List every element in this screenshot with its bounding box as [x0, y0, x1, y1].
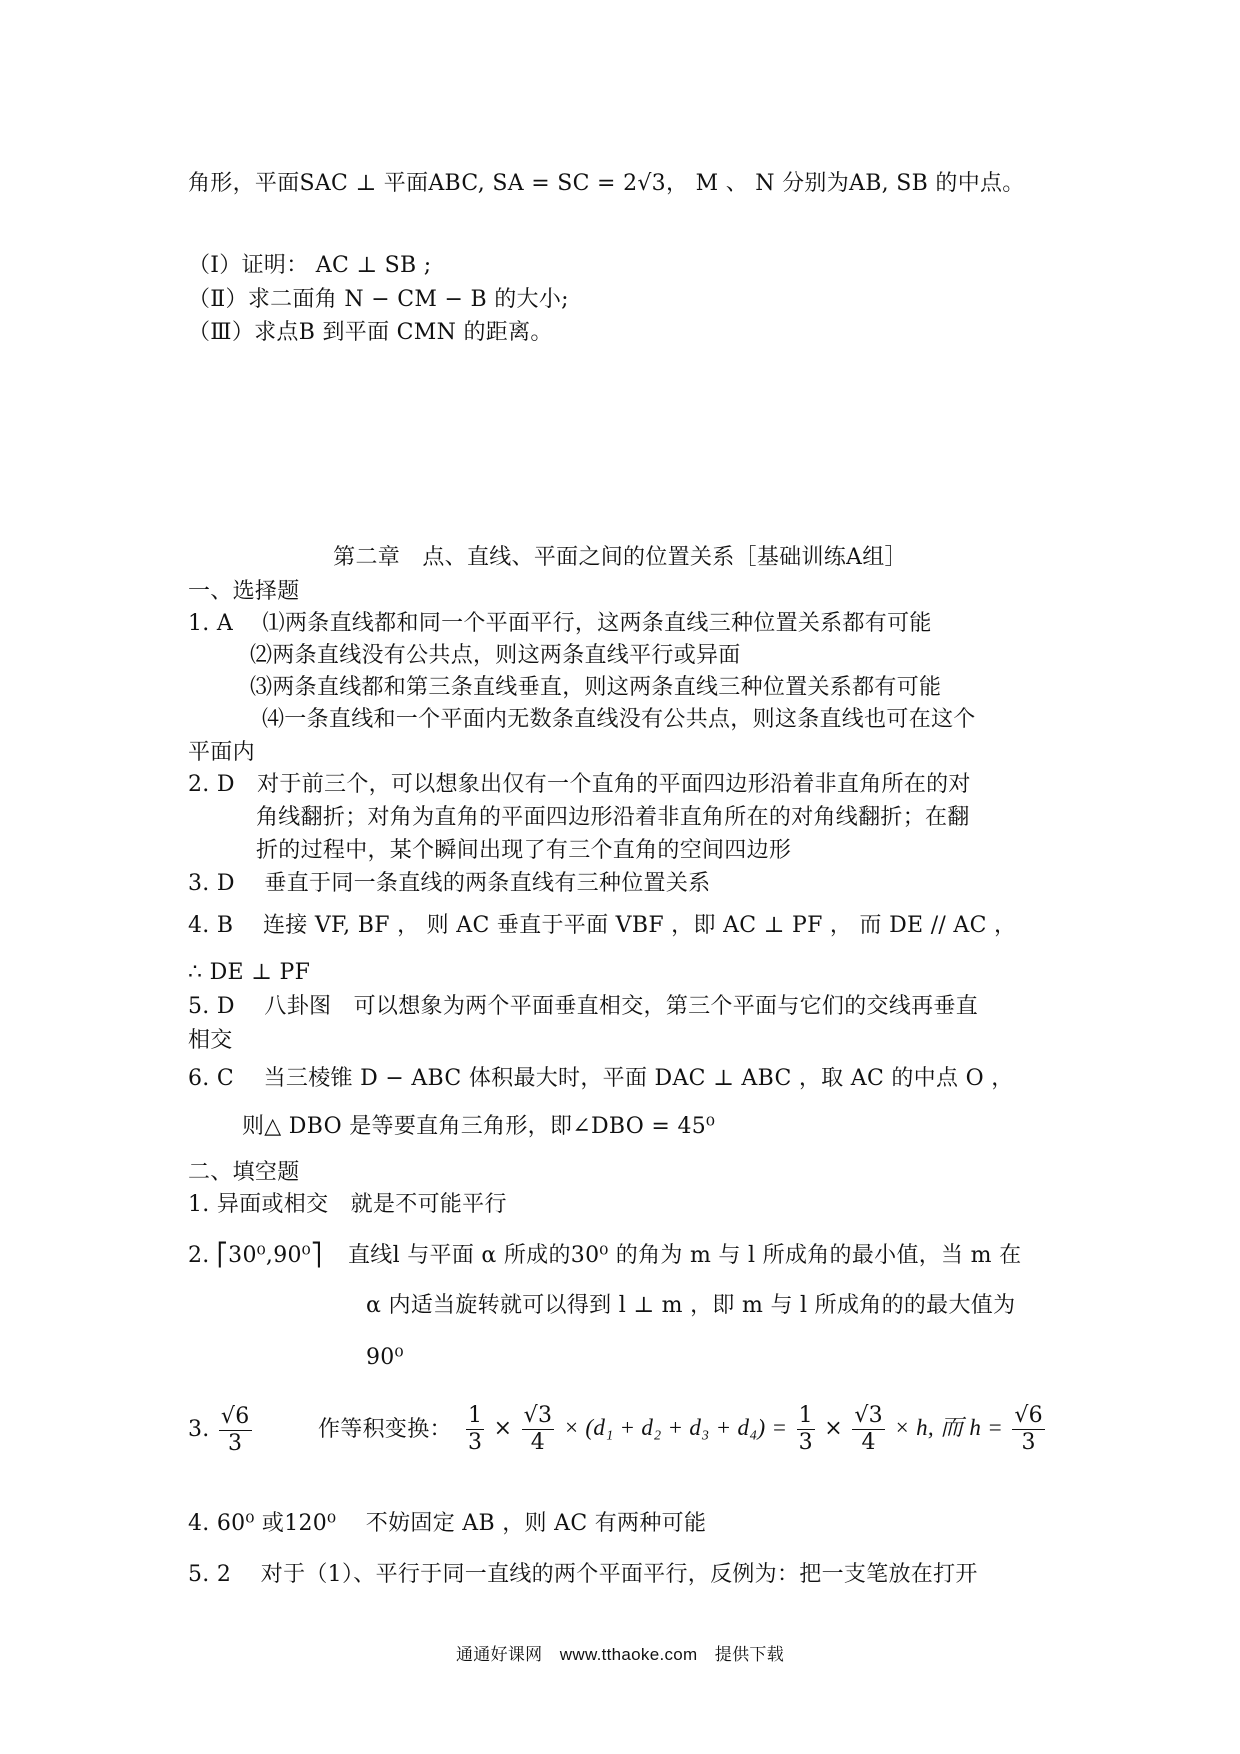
- fraction: $\frac{√6}{3}$: [1014, 1402, 1043, 1455]
- answer-line: 折的过程中，某个瞬间出现了有三个直角的空间四边形: [256, 838, 792, 863]
- section-heading-choice: 一、选择题: [188, 579, 300, 604]
- answer-line: 6. C 当三棱锥 D − ABC 体积最大时，平面 DAC ⊥ ABC ，取 AC 的中点 O ，: [188, 1066, 1014, 1091]
- fraction: $\frac{1}{3}$: [798, 1402, 813, 1455]
- answer-line: ∴ DE ⊥ PF: [188, 960, 311, 985]
- problem-question-1: （Ⅰ）证明： AC ⊥ SB ;: [188, 253, 432, 278]
- answer-line: 2. D 对于前三个，可以想象出仅有一个直角的平面四边形沿着非直角所在的对: [188, 772, 971, 797]
- answer-line: ⑷一条直线和一个平面内无数条直线没有公共点，则这条直线也可在这个: [262, 707, 976, 732]
- fill-answer-3: [188, 1400, 254, 1464]
- answer-line: 则△ DBO 是等要直角三角形，即∠DBO = 45⁰: [242, 1114, 716, 1139]
- fraction: $\frac{√3}{4}$: [523, 1402, 553, 1455]
- answer-line: 1. A ⑴两条直线都和同一个平面平行，这两条直线三种位置关系都有可能: [188, 611, 932, 636]
- fraction: $\frac{√6}{3}$: [220, 1403, 250, 1456]
- answer-line: 4. B 连接 VF, BF ， 则 AC 垂直于平面 VBF ，即 AC ⊥ PF ， 而 DE // AC ，: [188, 913, 1017, 938]
- fraction: $\frac{√3}{4}$: [854, 1402, 883, 1455]
- fill-answer-2-line: 直线l 与平面 α 所成的30⁰ 的角为 m 与 l 所成角的最小值，当 m 在: [348, 1243, 1022, 1268]
- answer-line: 3. D 垂直于同一条直线的两条直线有三种位置关系: [188, 871, 711, 896]
- fill-answer-4: 4. 60⁰ 或120⁰ 不妨固定 AB ，则 AC 有两种可能: [188, 1511, 707, 1536]
- problem-question-3: （Ⅲ）求点B 到平面 CMN 的距离。: [188, 320, 553, 345]
- answer-line: 角线翻折；对角为直角的平面四边形沿着非直角所在的对角线翻折；在翻: [256, 805, 970, 830]
- equal-volume-formula: $\frac{1}{3}$ × $\frac{√3}{4}$ × (d₁ + d₂ + d₃ + d₄) = $\frac{1}{3}$ × $\frac{√3}{4}$ × h, 而 h = $\frac{√6}{3}$: [468, 1402, 1043, 1455]
- section-heading-fill: 二、填空题: [188, 1160, 300, 1185]
- problem-question-2: （Ⅱ）求二面角 N − CM − B 的大小;: [188, 287, 569, 312]
- fill-answer-3-label: 3.: [188, 1417, 210, 1442]
- fill-answer-5: 5. 2 对于（1）、平行于同一直线的两个平面平行，反例为：把一支笔放在打开: [188, 1562, 978, 1587]
- fill-answer-1: 1. 异面或相交 就是不可能平行: [188, 1192, 507, 1217]
- chapter-title: 第二章 点、直线、平面之间的位置关系［基础训练A组］: [333, 545, 907, 570]
- page-footer: 通通好课网 www.tthaoke.com 提供下载: [455, 1645, 785, 1664]
- answer-line: 平面内: [188, 740, 255, 765]
- answer-line: 5. D 八卦图 可以想象为两个平面垂直相交，第三个平面与它们的交线再垂直: [188, 994, 979, 1019]
- fill-answer-2-line: 90⁰: [366, 1345, 404, 1370]
- fraction: $\frac{1}{3}$: [468, 1402, 483, 1455]
- answer-line: ⑶两条直线都和第三条直线垂直，则这两条直线三种位置关系都有可能: [250, 675, 942, 700]
- fill-answer-3-text: 作等积变换：: [318, 1417, 452, 1442]
- problem-line-1: 角形，平面SAC ⊥ 平面ABC, SA = SC = 2√3， M 、 N 分别为AB, SB 的中点。: [188, 171, 1025, 196]
- fill-answer-2-label: 2. ⎡30⁰,90⁰⎤: [188, 1243, 323, 1268]
- answer-line: ⑵两条直线没有公共点，则这两条直线平行或异面: [250, 643, 741, 668]
- fill-answer-2-line: α 内适当旋转就可以得到 l ⊥ m ，即 m 与 l 所成角的的最大值为: [366, 1293, 1016, 1318]
- answer-line: 相交: [188, 1028, 233, 1053]
